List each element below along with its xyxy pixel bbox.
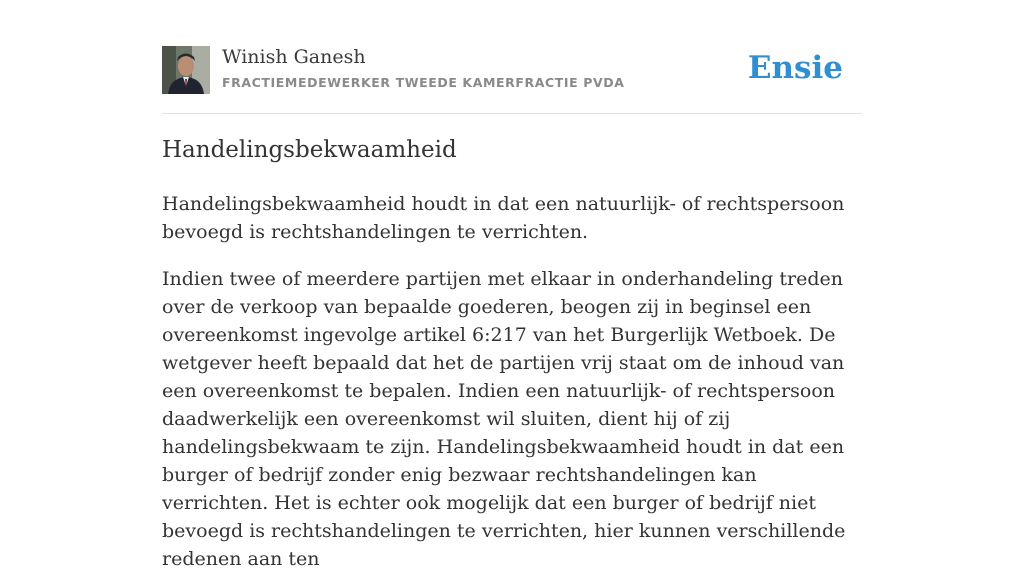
brand-logo[interactable]: Ensie bbox=[747, 50, 843, 86]
avatar[interactable] bbox=[162, 46, 210, 94]
avatar-photo bbox=[162, 46, 210, 94]
page-content bbox=[162, 0, 862, 570]
author-header bbox=[162, 0, 862, 114]
author-name[interactable]: Winish Ganesh bbox=[222, 46, 366, 68]
author-role: FRACTIEMEDEWERKER TWEEDE KAMERFRACTIE PVDA bbox=[222, 75, 625, 90]
article-paragraph: Handelingsbekwaamheid houdt in dat een natuurlijk- of rechtspersoon bevoegd is rechtshandelingen te verrichten. bbox=[162, 193, 845, 243]
article-paragraph: Indien twee of meerdere partijen met elkaar in onderhandeling treden over de verkoop van bepaalde goederen, beogen zij in beginsel een overeenkomst ingevolge artikel 6:217 van het Burgerlijk Wetboek. De wetgever heeft bepaald dat het de partijen vrij staat om de inhoud van een overeenkomst te bepalen. Indien een natuurlijk- of rechtspersoon daadwerkelijk een overeenkomst wil sluiten, dient hij of zij handelingsbekwaam te zijn. Handelingsbekwaamheid houdt in dat een burger of bedrijf zonder enig bezwaar rechtshandelingen kan verrichten. Het is echter ook mogelijk dat een burger of bedrijf niet bevoegd is rechtshandelingen te verrichten, hier kunnen verschillende redenen aan ten bbox=[162, 268, 846, 570]
article-title: Handelingsbekwaamheid bbox=[162, 137, 457, 163]
